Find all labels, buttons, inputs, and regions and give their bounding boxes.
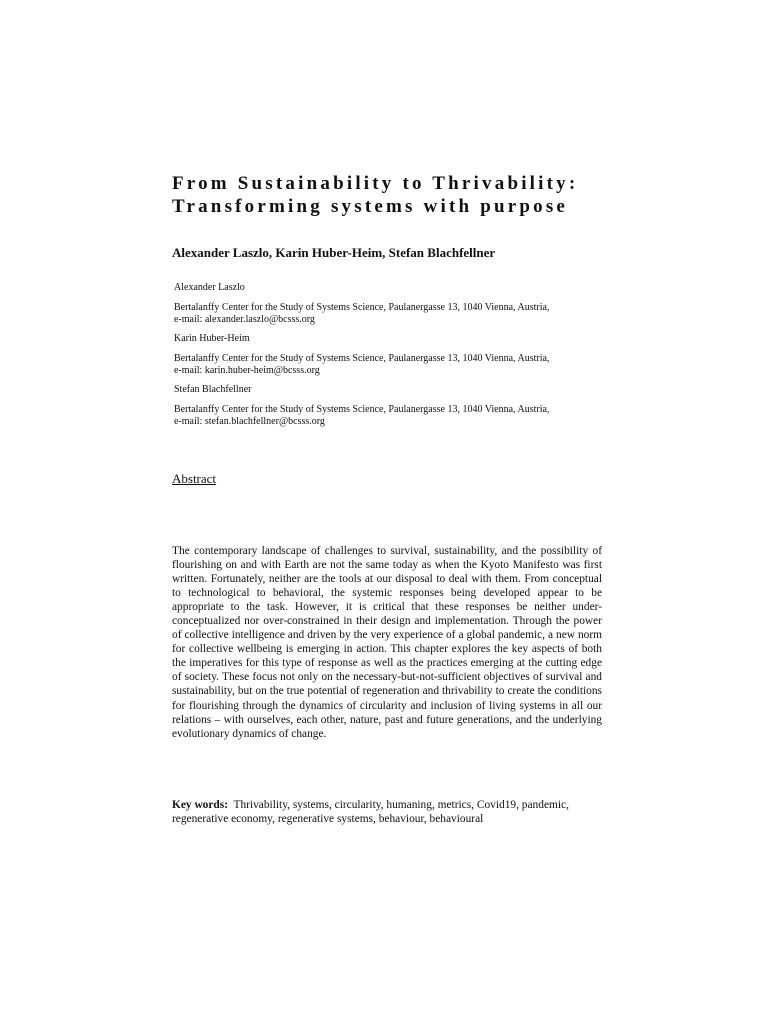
- affiliation-1: [174, 282, 604, 327]
- affiliation-address: Bertalanffy Center for the Study of Systems Science, Paulanergasse 13, 1040 Vienna, Austria,: [174, 403, 550, 415]
- paper-title: [172, 172, 612, 218]
- affiliation-address: Bertalanffy Center for the Study of Systems Science, Paulanergasse 13, 1040 Vienna, Austria,: [174, 352, 550, 364]
- keywords: [172, 798, 602, 826]
- affiliation-address: Bertalanffy Center for the Study of Systems Science, Paulanergasse 13, 1040 Vienna, Austria,: [174, 301, 550, 313]
- paper-title-line-2: Transforming systems with purpose: [172, 196, 569, 217]
- keywords-text: Thrivability, systems, circularity, humaning, metrics, Covid19, pandemic, regenerative economy, regenerative systems, behaviour, behavioural: [172, 799, 569, 825]
- paper-title-line-1: From Sustainability to Thrivability:: [172, 173, 579, 194]
- affiliation-email: e-mail: karin.huber-heim@bcsss.org: [174, 365, 320, 376]
- abstract-body: The contemporary landscape of challenges to survival, sustainability, and the possibility of flourishing on and with Earth are not the same today as when the Kyoto Manifesto was first written. Fortunately, neither are the tools at our disposal to deal with them. From conceptual to technological to behavioral, the systemic responses being developed appear to be appropriate to the task. However, it is critical that these responses be neither under-conceptualized nor over-constrained in their design and implementation. Through the power of collective intelligence and driven by the very experience of a global pandemic, a new norm for collective wellbeing is emerging in action. This chapter explores the key aspects of both the imperatives for this type of response as well as the practices emerging at the cutting edge of society. These focus not only on the necessary-but-not-sufficient objectives of survival and sustainability, but on the true potential of regeneration and thrivability to create the conditions for flourishing through the dynamics of circularity and inclusion of living systems in all our relations – with ourselves, each other, nature, past and future generations, and the underlying evolutionary dynamics of change.: [172, 545, 602, 740]
- author-list: Alexander Laszlo, Karin Huber-Heim, Stefan Blachfellner: [172, 245, 496, 260]
- affiliation-3: [174, 384, 604, 429]
- affiliation-name: Alexander Laszlo: [174, 282, 245, 293]
- affiliation-email: e-mail: stefan.blachfellner@bcsss.org: [174, 416, 325, 427]
- affiliation-2: [174, 333, 604, 378]
- abstract-heading: Abstract: [172, 471, 217, 486]
- affiliation-name: Stefan Blachfellner: [174, 384, 252, 395]
- keywords-label: Key words:: [172, 799, 228, 811]
- affiliation-email: e-mail: alexander.laszlo@bcsss.org: [174, 314, 315, 325]
- affiliation-name: Karin Huber-Heim: [174, 333, 250, 344]
